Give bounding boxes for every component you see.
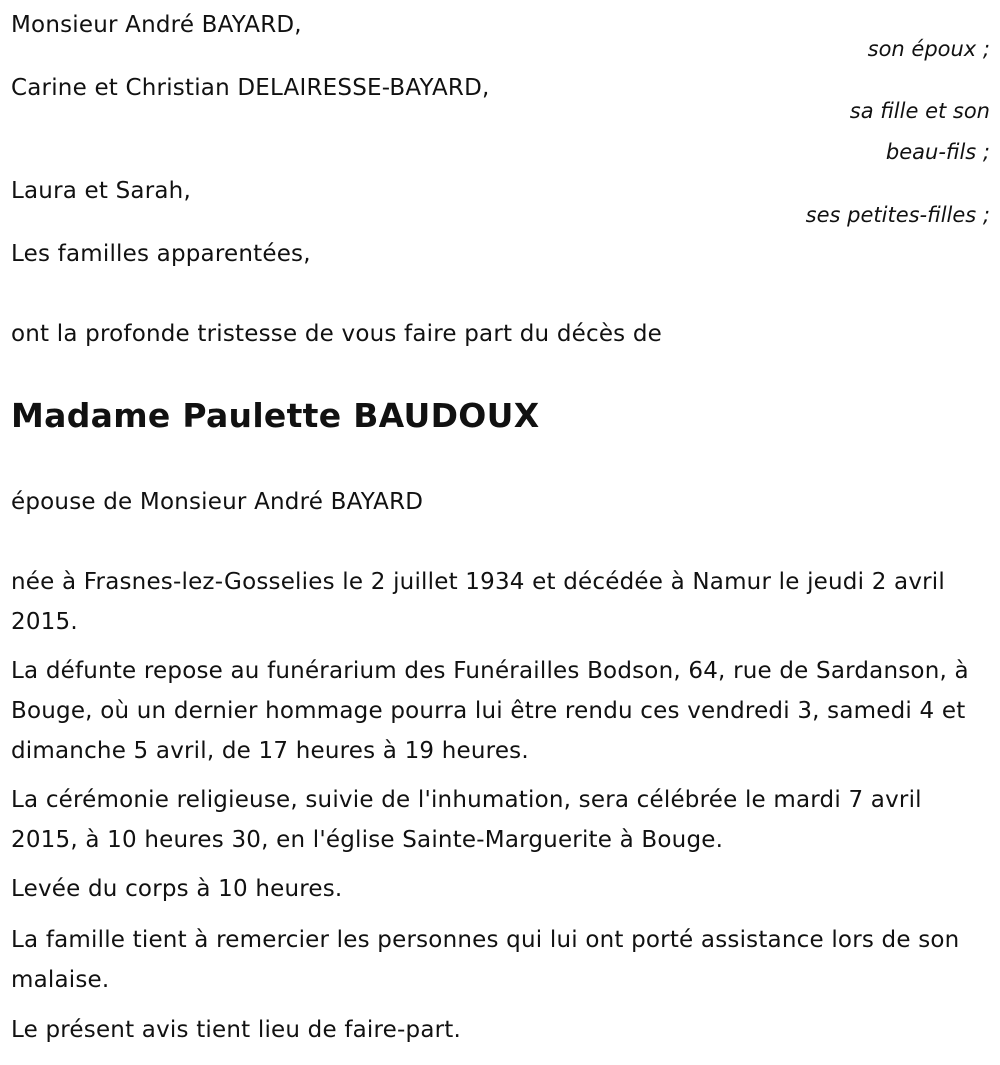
relatives-line: Les familles apparentées, (11, 241, 311, 267)
daughter-relation-line-2: beau-fils ; (885, 140, 990, 164)
daughter-name: Carine et Christian DELAIRESSE-BAYARD, (11, 75, 490, 101)
husband-name: Monsieur André BAYARD, (11, 12, 302, 38)
notice-paragraph: Le présent avis tient lieu de faire-part. (11, 1017, 462, 1043)
birth-death-paragraph: née à Frasnes-lez-Gosselies le 2 juillet 1934 et décédée à Namur le jeudi 2 avril 2015. (11, 569, 945, 635)
spouse-line: épouse de Monsieur André BAYARD (11, 489, 424, 515)
levee-paragraph: Levée du corps à 10 heures. (11, 876, 343, 902)
granddaughters-name: Laura et Sarah, (11, 178, 191, 204)
deceased-name: Madame Paulette BAUDOUX (11, 396, 540, 435)
husband-relation: son époux ; (867, 37, 990, 61)
daughter-relation-line-1: sa fille et son (849, 99, 990, 123)
announcement-intro: ont la profonde tristesse de vous faire part du décès de (11, 321, 663, 347)
viewing-paragraph: La défunte repose au funérarium des Funérailles Bodson, 64, rue de Sardanson, à Bouge, où un dernier hommage pourra lui être rendu ces vendredi 3, samedi 4 et dimanche 5 avril, de 17 heures à 19 heures. (11, 658, 969, 764)
ceremony-paragraph: La cérémonie religieuse, suivie de l'inhumation, sera célébrée le mardi 7 avril 2015, à 10 heures 30, en l'église Sainte-Marguerite à Bouge. (11, 787, 922, 853)
thanks-paragraph: La famille tient à remercier les personnes qui lui ont porté assistance lors de son malaise. (11, 927, 960, 993)
granddaughters-relation: ses petites-filles ; (805, 203, 990, 227)
